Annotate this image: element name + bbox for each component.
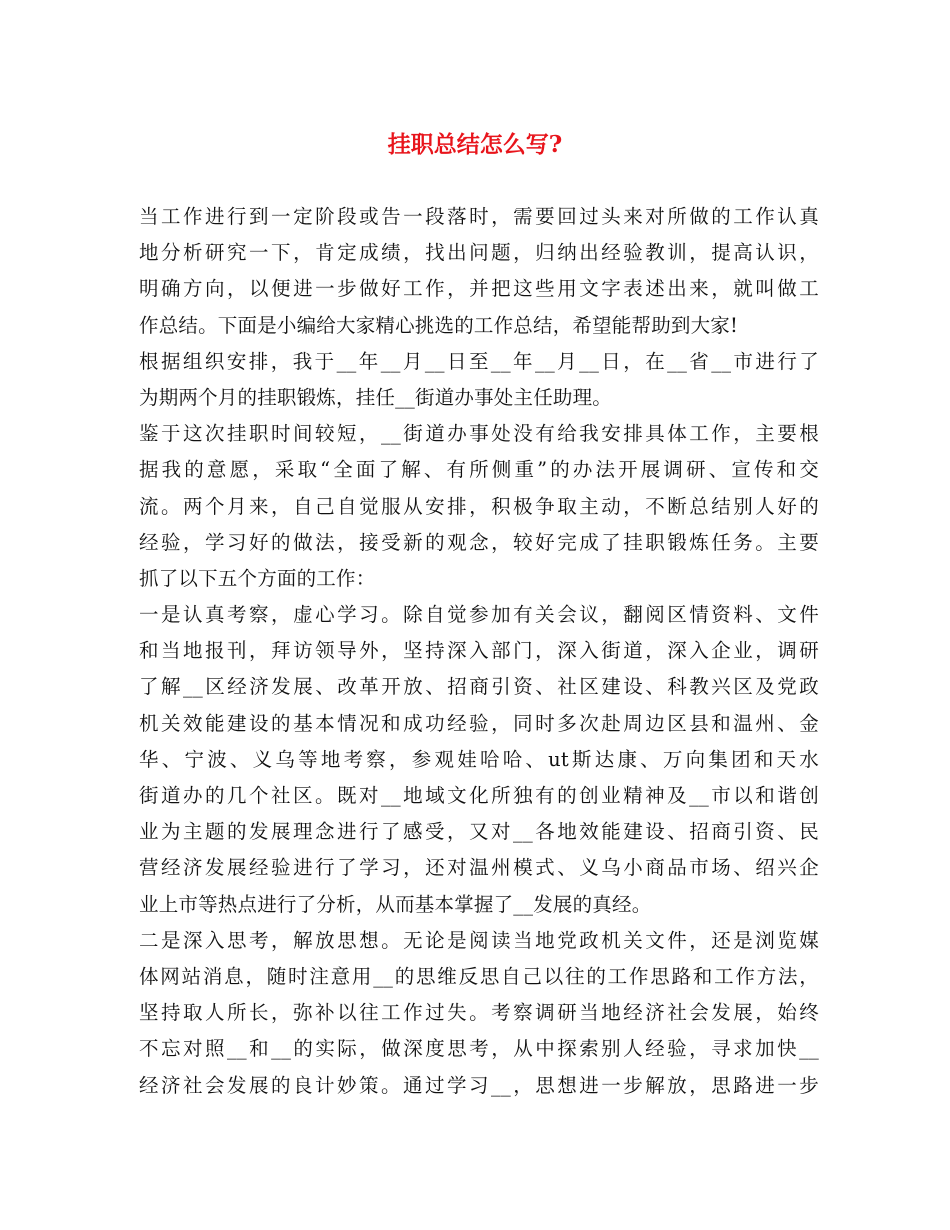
body-line: 为期两个月的挂职锻炼，挂任__街道办事处主任助理。 bbox=[139, 385, 613, 409]
body-line: 经验，学习好的做法，接受新的观念，较好完成了挂职锻炼任务。主要 bbox=[139, 530, 819, 554]
body-line: 华、宁波、义乌等地考察，参观娃哈哈、ut斯达康、万向集团和天水 bbox=[139, 747, 819, 771]
body-line: 根据组织安排，我于__年__月__日至__年__月__日，在__省__市进行了 bbox=[139, 349, 819, 373]
body-line: 体网站消息，随时注意用__的思维反思自己以往的工作思路和工作方法， bbox=[139, 964, 819, 988]
body-line: 和当地报刊，拜访领导外，坚持深入部门，深入街道，深入企业，调研 bbox=[139, 639, 819, 663]
body-line: 了解__区经济发展、改革开放、招商引资、社区建设、科教兴区及党政 bbox=[139, 675, 819, 699]
body-line: 据我的意愿，采取“全面了解、有所侧重”的办法开展调研、宣传和交 bbox=[139, 458, 819, 482]
body-line: 机关效能建设的基本情况和成功经验，同时多次赴周边区县和温州、金 bbox=[139, 711, 819, 735]
body-line: 坚持取人所长，弥补以往工作过失。考察调研当地经济社会发展，始终 bbox=[139, 1001, 819, 1025]
body-line: 业为主题的发展理念进行了感受，又对__各地效能建设、招商引资、民 bbox=[139, 820, 819, 844]
body-line: 不忘对照__和__的实际，做深度思考，从中探索别人经验，寻求加快__ bbox=[139, 1037, 819, 1061]
body-line: 街道办的几个社区。既对__地域文化所独有的创业精神及__市以和谐创 bbox=[139, 784, 819, 807]
body-line: 明确方向，以便进一步做好工作，并把这些用文字表述出来，就叫做工 bbox=[139, 277, 819, 301]
body-line: 当工作进行到一定阶段或告一段落时，需要回过头来对所做的工作认真 bbox=[139, 205, 819, 228]
document-body bbox=[139, 199, 819, 1104]
body-line: 二是深入思考，解放思想。无论是阅读当地党政机关文件，还是浏览媒 bbox=[139, 928, 819, 952]
body-line: 抓了以下五个方面的工作： bbox=[139, 566, 376, 590]
body-line: 流。两个月来，自己自觉服从安排，积极争取主动，不断总结别人好的 bbox=[139, 494, 819, 518]
body-line: 作总结。下面是小编给大家精心挑选的工作总结，希望能帮助到大家! bbox=[139, 313, 739, 337]
body-line: 鉴于这次挂职时间较短，__街道办事处没有给我安排具体工作，主要根 bbox=[139, 422, 819, 446]
body-line: 地分析研究一下，肯定成绩，找出问题，归纳出经验教训，提高认识， bbox=[139, 241, 819, 265]
body-line: 一是认真考察，虚心学习。除自觉参加有关会议，翻阅区情资料、文件 bbox=[139, 603, 819, 627]
body-line: 业上市等热点进行了分析，从而基本掌握了__发展的真经。 bbox=[139, 892, 652, 916]
body-line: 经济社会发展的良计妙策。通过学习__，思想进一步解放，思路进一步 bbox=[139, 1073, 819, 1097]
document-title: 挂职总结怎么写? bbox=[387, 131, 563, 158]
body-line: 营经济发展经验进行了学习，还对温州模式、义乌小商品市场、绍兴企 bbox=[139, 856, 819, 880]
